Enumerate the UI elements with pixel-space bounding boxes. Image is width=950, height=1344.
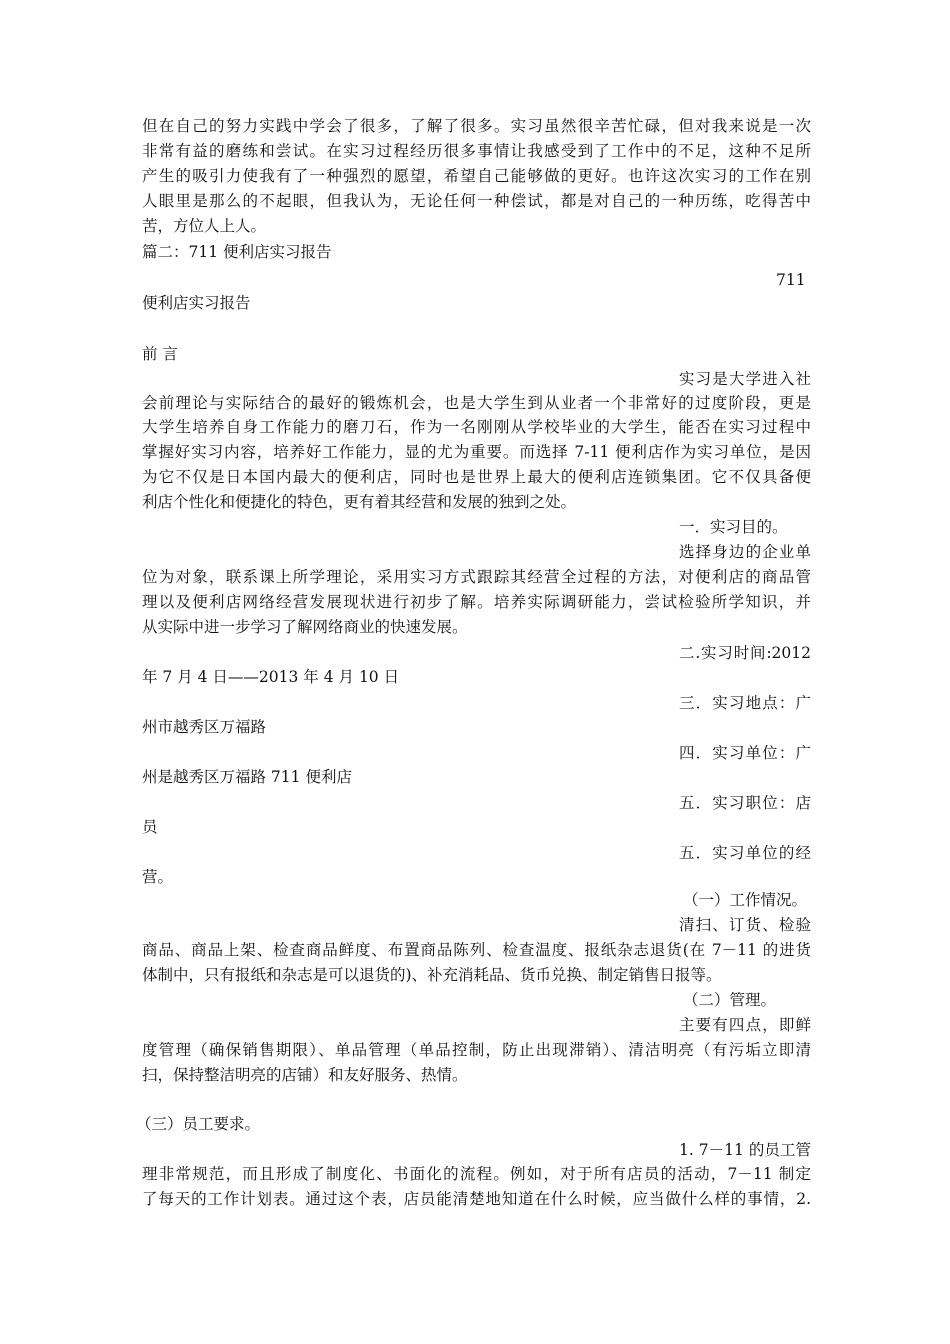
section-heading: 篇二：711 便利店实习报告 bbox=[142, 243, 332, 261]
report-title: 便利店实习报告 bbox=[142, 294, 251, 312]
text-line: 大学生培养自身工作能力的磨刀石，作为一名刚刚从学校毕业的大学生，能否在实习过程中 bbox=[142, 418, 811, 436]
purpose-heading: 一．实习目的。 bbox=[679, 518, 788, 536]
text-line: 州市越秀区万福路 bbox=[142, 718, 267, 736]
time-heading: 二.实习时间:2012 bbox=[679, 644, 811, 662]
place-heading: 三．实习地点：广 bbox=[679, 694, 811, 712]
report-title-part: 711 bbox=[776, 271, 806, 289]
text-line: 掌握好实习内容，培养好工作能力，显的尤为重要。而选择 7-11 便利店作为实习单位，是因 bbox=[142, 443, 811, 461]
mgmt-heading: （二）管理。 bbox=[683, 991, 777, 1009]
text-line: 商品、商品上架、检查商品鲜度、布置商品陈列、检查温度、报纸杂志退货(在 7－11 的进货 bbox=[142, 941, 811, 959]
text-line: 苦，方位人上人。 bbox=[142, 217, 267, 235]
text-line: 实习是大学进入社 bbox=[679, 370, 811, 388]
operation-heading: 五．实习单位的经 bbox=[679, 844, 811, 862]
text-line: 非常有益的磨练和尝试。在实习过程经历很多事情让我感受到了工作中的不足，这种不足所 bbox=[142, 142, 811, 160]
text-line: 员 bbox=[142, 818, 158, 836]
text-line: 会前理论与实际结合的最好的锻炼机会，也是大学生到从业者一个非常好的过度阶段，更是 bbox=[142, 394, 811, 412]
text-line: 选择身边的企业单 bbox=[679, 543, 811, 561]
text-line: 理非常规范，而且形成了制度化、书面化的流程。例如，对于所有店员的活动，7－11 制定 bbox=[142, 1165, 811, 1183]
text-line: 了每天的工作计划表。通过这个表，店员能清楚地知道在什么时候，应当做什么样的事情，2. bbox=[142, 1190, 811, 1208]
text-line: 度管理（确保销售期限）、单品管理（单品控制，防止出现滞销）、清洁明亮（有污垢立即清 bbox=[142, 1041, 811, 1059]
text-line: 人眼里是那么的不起眼，但我认为，无论任何一种偿试，都是对自己的一种历练，吃得苦中 bbox=[142, 192, 811, 210]
text-line: 扫，保持整洁明亮的店铺）和友好服务、热情。 bbox=[142, 1066, 468, 1084]
text-line: 州是越秀区万福路 711 便利店 bbox=[142, 768, 352, 786]
work-heading: （一）工作情况。 bbox=[683, 891, 808, 909]
text-line: 从实际中进一步学习了解网络商业的快速发展。 bbox=[142, 618, 468, 636]
text-line: 营。 bbox=[142, 868, 174, 886]
text-line: 清扫、订货、检验 bbox=[679, 916, 811, 934]
text-line: 1. 7－11 的员工管 bbox=[679, 1141, 811, 1159]
text-line: 产生的吸引力使我有了一种强烈的愿望，希望自己能够做的更好。也许这次实习的工作在别 bbox=[142, 167, 811, 185]
text-line: 理以及便利店网络经营发展现状进行初步了解。培养实际调研能力，尝试检验所学知识，并 bbox=[142, 593, 811, 611]
text-line: 为它不仅是日本国内最大的便利店，同时也是世界上最大的便利店连锁集团。它不仅具备便 bbox=[142, 468, 811, 486]
position-heading: 五．实习职位：店 bbox=[679, 794, 811, 812]
staff-heading: （三）员工要求。 bbox=[136, 1115, 261, 1133]
unit-heading: 四．实习单位：广 bbox=[679, 744, 811, 762]
text-line: 年 7 月 4 日——2013 年 4 月 10 日 bbox=[142, 668, 400, 686]
text-line: 位为对象，联系课上所学理论，采用实习方式跟踪其经营全过程的方法，对便利店的商品管 bbox=[142, 568, 811, 586]
text-line: 但在自己的努力实践中学会了很多，了解了很多。实习虽然很辛苦忙碌，但对我来说是一次 bbox=[142, 117, 811, 135]
text-line: 主要有四点，即鲜 bbox=[679, 1016, 811, 1034]
preface-heading: 前 言 bbox=[142, 345, 178, 363]
text-line: 体制中，只有报纸和杂志是可以退货的)、补充消耗品、货币兑换、制定销售日报等。 bbox=[142, 966, 722, 984]
text-line: 利店个性化和便捷化的特色，更有着其经营和发展的独到之处。 bbox=[142, 493, 577, 511]
